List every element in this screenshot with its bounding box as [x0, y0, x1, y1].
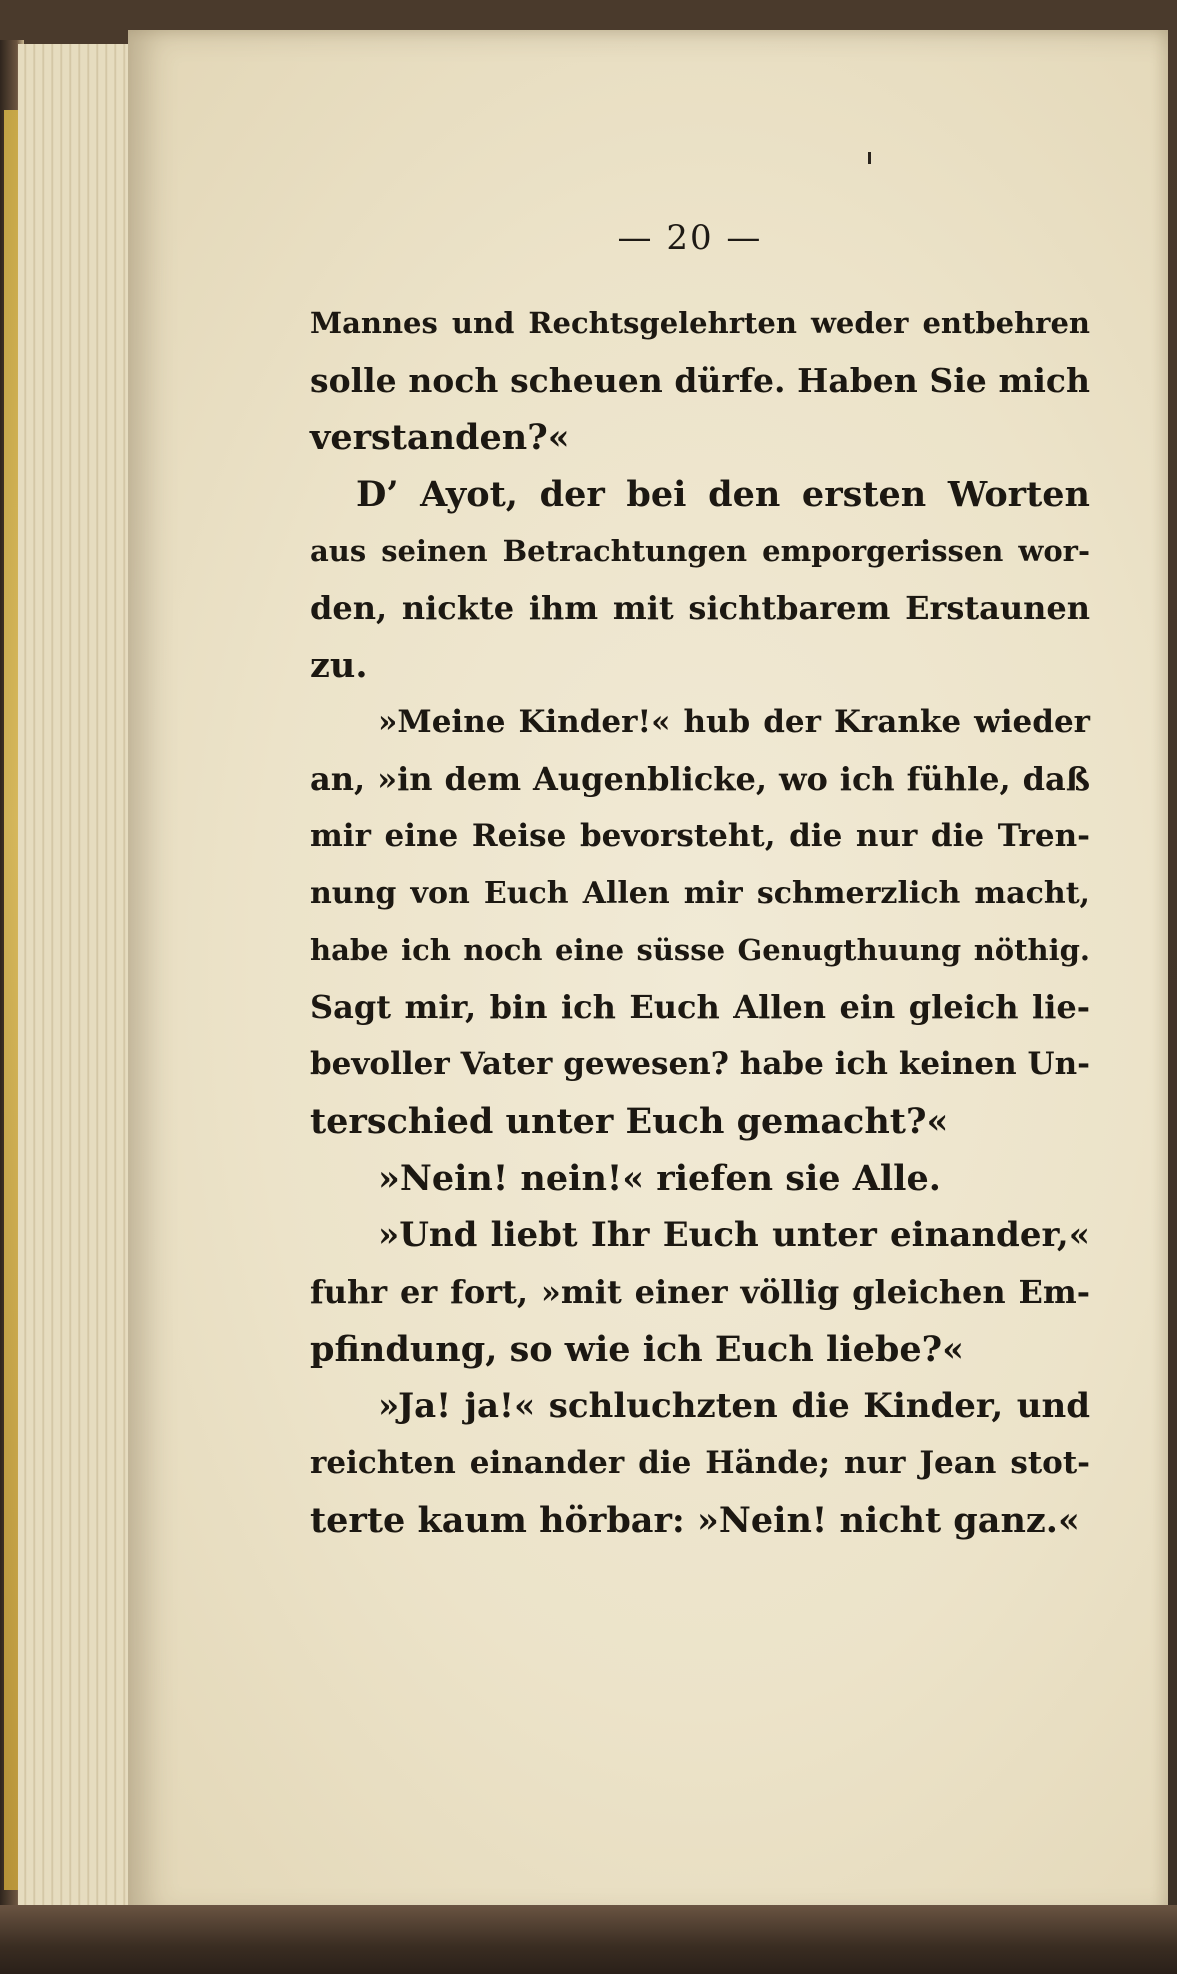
text-line: reichten einander die Hände; nur Jean stot-	[310, 1445, 1090, 1481]
text-line: »Meine Kinder!« hub der Kranke wieder	[378, 704, 1090, 740]
text-line: Mannes und Rechtsgelehrten weder entbehren	[310, 306, 1090, 340]
text-line: habe ich noch eine süsse Genugthuung nöthig.	[310, 933, 1090, 967]
text-line: bevoller Vater gewesen? habe ich keinen Un-	[310, 1046, 1090, 1082]
text-line: mir eine Reise bevorsteht, die nur die Tren-	[310, 818, 1090, 854]
text-line: »Ja! ja!« schluchzten die Kinder, und	[378, 1386, 1090, 1426]
page-number: — 20 —	[617, 218, 763, 258]
text-line: aus seinen Betrachtungen emporgerissen wor-	[310, 534, 1090, 568]
ink-speck	[868, 152, 871, 164]
page-stack	[18, 44, 138, 1924]
text-line: den, nickte ihm mit sichtbarem Erstaunen	[310, 589, 1090, 627]
text-line: an, »in dem Augenblicke, wo ich fühle, daß	[310, 760, 1090, 798]
text-line: nung von Euch Allen mir schmerzlich macht,	[310, 876, 1090, 911]
text-line: verstanden?«	[310, 417, 570, 458]
text-line: D’ Ayot, der bei den ersten Worten	[356, 474, 1090, 515]
page-text	[310, 295, 1090, 1549]
text-line: solle noch scheuen dürfe. Haben Sie mich	[310, 361, 1090, 400]
text-line: terte kaum hörbar: »Nein! nicht ganz.«	[310, 1500, 1080, 1541]
book-bottom-edge	[0, 1905, 1177, 1974]
text-line: terschied unter Euch gemacht?«	[310, 1101, 949, 1142]
text-line: »Und liebt Ihr Euch unter einander,«	[378, 1215, 1090, 1255]
text-line: pfindung, so wie ich Euch liebe?«	[310, 1329, 964, 1370]
text-line: zu.	[310, 645, 368, 686]
gilt-page-edge	[4, 110, 18, 1890]
text-line: fuhr er fort, »mit einer völlig gleichen Em-	[310, 1273, 1090, 1311]
text-line: »Nein! nein!« riefen sie Alle.	[378, 1158, 941, 1199]
text-line: Sagt mir, bin ich Euch Allen ein gleich lie-	[310, 988, 1090, 1026]
